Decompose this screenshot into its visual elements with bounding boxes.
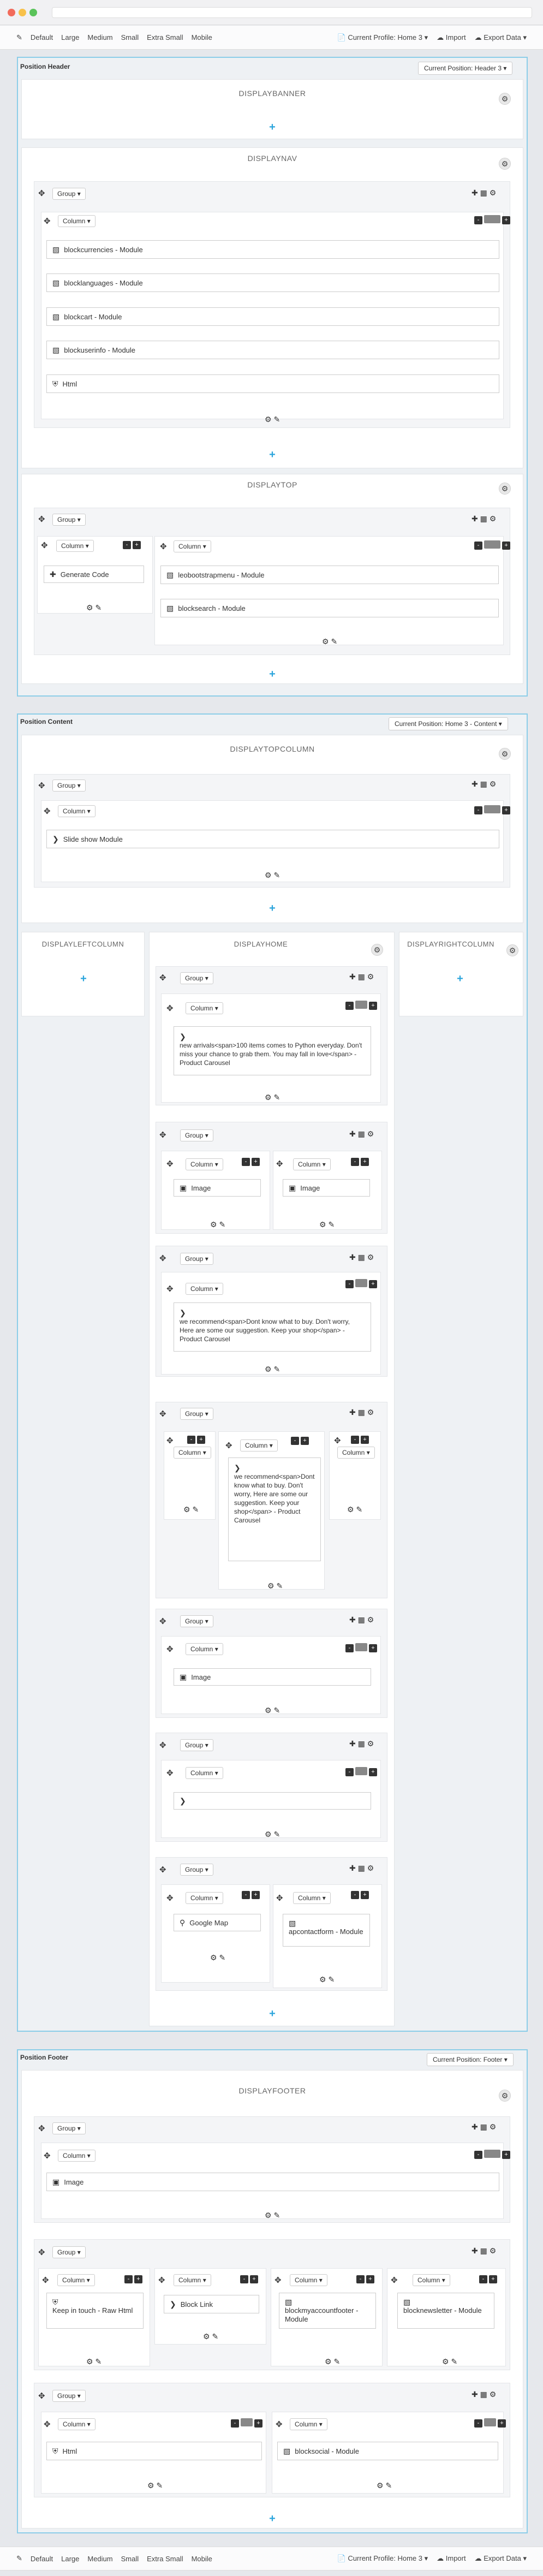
column-label: Column (178, 2276, 201, 2284)
column-actions[interactable]: ⚙ ✎ (442, 2357, 458, 2366)
module-label: Image (191, 1673, 211, 1681)
module-image[interactable] (174, 1668, 371, 1686)
move-icon[interactable]: ✥ (276, 1894, 283, 1903)
move-icon[interactable]: ✥ (159, 1617, 166, 1626)
hook-title: DISPLAYHOME (234, 940, 288, 948)
move-icon[interactable]: ✥ (166, 1894, 174, 1903)
group-label: Group (185, 1132, 204, 1139)
top-toolbar (0, 26, 543, 50)
move-icon[interactable]: ✥ (160, 542, 167, 551)
module-blockcurrencies[interactable] (46, 240, 499, 259)
module-label: we recommend<span>Dont know what to buy. Don't worry, Here are some our suggestion. Keep your shop</span> - Product Carousel (180, 1318, 350, 1343)
column-tools[interactable]: - + (349, 1890, 369, 1899)
module-blocksocial[interactable] (277, 2442, 498, 2460)
module-block-link[interactable] (164, 2295, 259, 2313)
add-group-plus-icon[interactable]: + (80, 973, 87, 985)
module-image[interactable] (46, 2173, 499, 2191)
import-button[interactable]: ☁ Import (437, 33, 466, 41)
close-dot-icon[interactable] (8, 9, 15, 16)
group-dropdown[interactable]: Group ▾ (52, 2246, 86, 2258)
device-extra-small[interactable]: Extra Small (147, 33, 183, 41)
column-actions[interactable]: ⚙ ✎ (319, 1975, 335, 1984)
column-tools[interactable]: - + (473, 540, 510, 550)
module-label: Html (62, 2447, 77, 2455)
module-apcontactform[interactable] (283, 1914, 370, 1947)
column-actions[interactable]: ⚙ ✎ (265, 871, 281, 879)
section-title: Position Footer (20, 2054, 68, 2061)
device-mobile[interactable]: Mobile (191, 2554, 212, 2563)
gear-icon[interactable]: ⚙ (371, 944, 383, 956)
column-dropdown[interactable]: Column ▾ (240, 1439, 278, 1451)
device-mobile[interactable]: Mobile (191, 33, 212, 41)
group-dropdown[interactable]: Group ▾ (52, 514, 86, 526)
column-tools[interactable]: - + (473, 215, 510, 224)
module-label: Block Link (180, 2300, 213, 2309)
column-label: Column (63, 2420, 86, 2428)
bottom-toolbar (0, 2547, 543, 2571)
add-group-plus-icon[interactable]: + (269, 2513, 276, 2525)
group-dropdown[interactable]: Group ▾ (180, 972, 213, 984)
group-tools[interactable]: ✚ ▦ ⚙ (349, 1408, 374, 1417)
module-icon: ▧ (403, 2298, 411, 2306)
module-blocknewsletter[interactable] (397, 2293, 494, 2329)
module-block-carousel[interactable] (174, 1792, 371, 1810)
html5-icon: ⛨ (52, 2298, 58, 2306)
group-tools[interactable]: ✚ ▦ ⚙ (349, 1739, 374, 1748)
import-label: Import (445, 33, 466, 41)
group-label: Group (57, 782, 76, 789)
group-dropdown[interactable]: Group ▾ (180, 1739, 213, 1751)
add-group-plus-icon[interactable]: + (457, 973, 463, 985)
hook-title: DISPLAYNAV (247, 154, 297, 163)
move-icon[interactable]: ✥ (44, 2420, 51, 2429)
gear-icon[interactable]: ⚙ (506, 944, 518, 956)
import-label: Import (445, 2554, 466, 2562)
module-label: blockuserinfo - Module (64, 346, 136, 354)
column-label: Column (63, 807, 86, 815)
browser-chrome (0, 0, 543, 25)
hook-title: DISPLAYBANNER (238, 89, 306, 98)
device-large[interactable]: Large (61, 2554, 80, 2563)
module-label: Slide show Module (63, 835, 123, 843)
device-small[interactable]: Small (121, 2554, 139, 2563)
device-small[interactable]: Small (121, 33, 139, 41)
column-actions[interactable]: ⚙ ✎ (265, 415, 281, 424)
column-dropdown[interactable]: Column ▾ (293, 1158, 331, 1170)
column-actions[interactable]: ⚙ ✎ (265, 2211, 281, 2220)
edit-icon[interactable]: ✎ (16, 2554, 22, 2562)
column-actions[interactable]: ⚙ ✎ (265, 1706, 281, 1715)
export-button[interactable]: ☁ Export Data ▾ (474, 2554, 527, 2562)
move-icon[interactable]: ✥ (166, 1284, 174, 1294)
html5-icon: ⛨ (52, 2446, 58, 2455)
column-actions[interactable]: ⚙ ✎ (86, 2357, 102, 2366)
column-label: Column (342, 1449, 365, 1456)
column-dropdown[interactable]: Column ▾ (56, 540, 94, 552)
module-image[interactable] (174, 1179, 261, 1197)
position-dropdown[interactable]: Current Position: Home 3 - Content ▾ (389, 717, 508, 730)
column-label: Column (295, 2420, 318, 2428)
module-label: blocksearch - Module (178, 604, 246, 612)
column-actions[interactable]: ⚙ ✎ (265, 1365, 281, 1373)
chevron-right-icon: ❯ (180, 1796, 186, 1805)
column-label: Column (62, 2276, 85, 2284)
move-icon[interactable]: ✥ (159, 1865, 166, 1875)
module-label: Generate Code (60, 570, 109, 579)
column-dropdown[interactable]: Column ▾ (186, 1158, 223, 1170)
move-icon[interactable]: ✥ (44, 2151, 51, 2161)
hook-title: DISPLAYFOOTER (238, 2086, 306, 2095)
column-tools[interactable]: - + (238, 2274, 258, 2283)
module-label: new arrivals<span>100 items comes to Python everyday. Don't miss your chance to grab them. You may fall in love</span> - Product Carousel (180, 1042, 362, 1067)
section-title: Position Content (20, 718, 73, 725)
group-tools[interactable]: ✚ ▦ ⚙ (349, 1253, 374, 1262)
gear-icon[interactable]: ⚙ (499, 483, 511, 495)
move-icon[interactable]: ✥ (38, 2248, 45, 2257)
hook-title: DISPLAYTOPCOLUMN (230, 745, 315, 753)
column-tools[interactable]: - + (478, 2274, 497, 2283)
module-leobootstrapmenu[interactable] (160, 566, 499, 584)
module-icon: ▧ (52, 312, 60, 321)
export-label: Export Data ▾ (484, 2554, 527, 2562)
column-tools[interactable]: - + (344, 1001, 377, 1010)
group-label: Group (57, 190, 76, 198)
module-google-map[interactable] (174, 1914, 261, 1931)
module-label: blockcurrencies - Module (64, 245, 143, 254)
column-label: Column (190, 1894, 213, 1902)
module-html[interactable] (46, 374, 499, 393)
module-product-carousel[interactable] (228, 1457, 321, 1561)
group-label: Group (185, 1741, 204, 1749)
move-icon[interactable]: ✥ (391, 2276, 398, 2285)
move-icon[interactable]: ✥ (42, 2276, 49, 2285)
hook-title: DISPLAYRIGHTCOLUMN (407, 940, 494, 948)
chevron-right-icon: ❯ (234, 1463, 241, 1472)
group-tools[interactable]: ✚ ▦ ⚙ (472, 2122, 497, 2131)
add-group-plus-icon[interactable]: + (269, 121, 276, 133)
move-icon[interactable]: ✥ (166, 1436, 174, 1445)
group-tools[interactable]: ✚ ▦ ⚙ (472, 2246, 497, 2255)
column-label: Column (61, 542, 84, 550)
gear-icon[interactable]: ⚙ (499, 2090, 511, 2102)
column-tools[interactable]: - + (289, 1436, 309, 1445)
module-generate-code[interactable] (44, 566, 144, 583)
module-slideshow[interactable] (46, 830, 499, 848)
column-label: Column (245, 1442, 268, 1449)
column-tools[interactable]: - + (121, 540, 141, 549)
column-dropdown[interactable]: Column ▾ (186, 1892, 223, 1904)
move-icon[interactable]: ✥ (159, 973, 166, 983)
move-icon[interactable]: ✥ (166, 1004, 174, 1013)
group-label: Group (185, 1866, 204, 1873)
device-default[interactable]: Default (30, 33, 53, 41)
module-label: Image (300, 1183, 320, 1192)
move-icon[interactable]: ✥ (166, 1645, 174, 1654)
module-label: leobootstrapmenu - Module (178, 570, 265, 579)
column-label: Column (190, 1769, 213, 1777)
group-tools[interactable]: ✚ ▦ ⚙ (349, 1129, 374, 1138)
module-image[interactable] (283, 1179, 370, 1197)
move-icon[interactable]: ✥ (38, 2124, 45, 2133)
module-label: Html (62, 379, 77, 388)
group-label: Group (57, 516, 76, 523)
device-extra-small[interactable]: Extra Small (147, 2554, 183, 2563)
html5-icon: ⛨ (52, 379, 58, 388)
group-tools[interactable]: ✚ ▦ ⚙ (349, 1615, 374, 1624)
group-tools[interactable]: ✚ ▦ ⚙ (472, 780, 497, 788)
position-dropdown[interactable]: Current Position: Header 3 ▾ (418, 62, 512, 75)
code-icon: ✚ (50, 569, 56, 579)
module-label: blockmyaccountfooter - Module (285, 2306, 359, 2323)
group-label: Group (185, 1617, 204, 1625)
column-label: Column (298, 1894, 321, 1902)
group-label: Group (57, 2125, 76, 2132)
column-dropdown[interactable]: Column ▾ (337, 1447, 375, 1459)
module-blocksearch[interactable] (160, 599, 499, 617)
column-dropdown[interactable]: Column ▾ (174, 1447, 211, 1459)
group-dropdown[interactable]: Group ▾ (52, 188, 86, 200)
column-tools[interactable]: - + (473, 2418, 506, 2428)
column-actions[interactable]: ⚙ ✎ (210, 1953, 226, 1962)
column-dropdown[interactable]: Column ▾ (57, 2274, 95, 2286)
column-label: Column (190, 1645, 213, 1653)
add-group-plus-icon[interactable]: + (269, 668, 276, 680)
module-label: Image (64, 2178, 84, 2186)
module-product-carousel[interactable] (174, 1302, 371, 1352)
column-dropdown[interactable]: Column ▾ (174, 2274, 211, 2286)
module-blockcart[interactable] (46, 307, 499, 326)
group-label: Group (57, 2392, 76, 2400)
hook-title: DISPLAYLEFTCOLUMN (41, 940, 124, 948)
module-icon: ▧ (283, 2446, 291, 2455)
column-dropdown[interactable]: Column ▾ (293, 1892, 331, 1904)
add-group-plus-icon[interactable]: + (269, 449, 276, 461)
chevron-right-icon: ❯ (170, 2299, 176, 2309)
column-tools[interactable]: - + (473, 805, 510, 814)
column-tools[interactable]: - + (229, 2418, 262, 2428)
current-profile-label: Current Profile: Home 3 ▾ (348, 2554, 428, 2562)
chevron-right-icon: ❯ (180, 1308, 186, 1317)
column-tools[interactable]: - + (473, 2150, 510, 2159)
image-icon: ▣ (52, 2177, 60, 2186)
move-icon[interactable]: ✥ (159, 1131, 166, 1140)
column-label: Column (190, 1285, 213, 1293)
module-label: Image (191, 1183, 211, 1192)
minimize-dot-icon[interactable] (19, 9, 26, 16)
column-label: Column (63, 217, 86, 225)
move-icon[interactable]: ✥ (44, 807, 51, 816)
column-tools[interactable]: - + (240, 1890, 260, 1899)
column-tools[interactable]: - + (344, 1643, 377, 1652)
module-blockuserinfo[interactable] (46, 341, 499, 359)
group-tools[interactable]: ✚ ▦ ⚙ (349, 972, 374, 981)
move-icon[interactable]: ✥ (275, 2276, 282, 2285)
module-label: Google Map (189, 1918, 229, 1927)
section-title: Position Header (20, 63, 70, 70)
move-icon[interactable]: ✥ (159, 1409, 166, 1419)
column-tools[interactable]: - + (344, 1767, 377, 1776)
move-icon[interactable]: ✥ (44, 217, 51, 226)
column-actions[interactable]: ⚙ ✎ (265, 1093, 281, 1102)
module-label: blocklanguages - Module (64, 278, 143, 287)
module-icon: ▧ (166, 603, 174, 612)
module-blocklanguages[interactable] (46, 273, 499, 292)
column-actions[interactable]: ⚙ ✎ (319, 1220, 335, 1229)
column-tools[interactable]: - + (240, 1157, 260, 1166)
group-dropdown[interactable]: Group ▾ (52, 2122, 86, 2134)
module-icon: ▧ (52, 345, 60, 354)
column-dropdown[interactable]: Column ▾ (186, 1767, 223, 1779)
chevron-right-icon: ❯ (180, 1032, 186, 1041)
move-icon[interactable]: ✥ (158, 2276, 165, 2285)
move-icon[interactable]: ✥ (166, 1159, 174, 1169)
export-label: Export Data ▾ (484, 33, 527, 41)
move-icon[interactable]: ✥ (225, 1441, 232, 1450)
move-icon[interactable]: ✥ (276, 1159, 283, 1169)
column-tools[interactable]: - + (186, 1435, 205, 1444)
module-raw-html[interactable] (46, 2293, 144, 2329)
group-dropdown[interactable]: Group ▾ (180, 1408, 213, 1420)
add-group-plus-icon[interactable]: + (269, 2008, 276, 2020)
column-dropdown[interactable]: Column ▾ (290, 2418, 327, 2430)
image-icon: ▣ (180, 1672, 187, 1681)
maximize-dot-icon[interactable] (29, 9, 37, 16)
column-label: Column (178, 543, 201, 550)
move-icon[interactable]: ✥ (159, 1254, 166, 1263)
current-profile-label: Current Profile: Home 3 ▾ (348, 33, 428, 41)
column-actions[interactable]: ⚙ ✎ (267, 1581, 283, 1590)
column-tools[interactable]: - + (355, 2274, 374, 2283)
column-actions[interactable]: ⚙ ✎ (265, 1830, 281, 1839)
move-icon[interactable]: ✥ (38, 515, 45, 524)
column-tools[interactable]: - + (123, 2274, 142, 2283)
column-dropdown[interactable]: Column ▾ (290, 2274, 327, 2286)
move-icon[interactable]: ✥ (334, 1436, 341, 1445)
group-tools[interactable]: ✚ ▦ ⚙ (472, 188, 497, 197)
column-tools[interactable]: - + (349, 1435, 369, 1444)
map-marker-icon: ⚲ (180, 1918, 186, 1927)
column-actions[interactable]: ⚙ ✎ (86, 603, 102, 612)
gear-icon[interactable]: ⚙ (499, 748, 511, 760)
column-dropdown[interactable]: Column ▾ (186, 1643, 223, 1655)
group-dropdown[interactable]: Group ▾ (180, 1864, 213, 1876)
module-label: blockcart - Module (64, 312, 122, 321)
current-profile-button[interactable]: 📄 Current Profile: Home 3 ▾ (337, 2554, 428, 2562)
column-label: Column (178, 1449, 201, 1456)
module-blockmyaccountfooter[interactable] (279, 2293, 376, 2329)
column-actions[interactable]: ⚙ ✎ (325, 2357, 341, 2366)
group-tools[interactable]: ✚ ▦ ⚙ (472, 2390, 497, 2399)
column-actions[interactable]: ⚙ ✎ (147, 2481, 163, 2490)
group-dropdown[interactable]: Group ▾ (52, 2390, 86, 2402)
column-dropdown[interactable]: Column ▾ (58, 215, 96, 227)
column-dropdown[interactable]: Column ▾ (58, 2150, 96, 2162)
module-icon: ▧ (166, 570, 174, 579)
group-dropdown[interactable]: Group ▾ (180, 1615, 213, 1627)
gear-icon[interactable]: ⚙ (499, 93, 511, 105)
move-icon[interactable]: ✥ (166, 1769, 174, 1778)
group-tools[interactable]: ✚ ▦ ⚙ (472, 514, 497, 523)
group-label: Group (185, 1410, 204, 1418)
move-icon[interactable]: ✥ (159, 1741, 166, 1750)
device-large[interactable]: Large (61, 33, 80, 41)
module-product-carousel[interactable] (174, 1026, 371, 1075)
group-label: Group (185, 1255, 204, 1263)
column-actions[interactable]: ⚙ ✎ (210, 1220, 226, 1229)
import-button[interactable]: ☁ Import (437, 2554, 466, 2562)
column-actions[interactable]: ⚙ ✎ (322, 637, 338, 646)
module-icon: ▧ (285, 2298, 293, 2306)
column-tools[interactable]: - + (349, 1157, 369, 1166)
column-label: Column (190, 1004, 213, 1012)
move-icon[interactable]: ✥ (38, 189, 45, 198)
group-label: Group (185, 974, 204, 982)
column-label: Column (63, 2152, 86, 2159)
module-icon: ▧ (52, 245, 60, 254)
chevron-right-icon: ❯ (52, 834, 59, 843)
column-label: Column (298, 1161, 321, 1168)
module-label: blocknewsletter - Module (403, 2306, 482, 2315)
position-dropdown[interactable]: Current Position: Footer ▾ (427, 2053, 514, 2066)
group-tools[interactable]: ✚ ▦ ⚙ (349, 1864, 374, 1872)
group-dropdown[interactable]: Group ▾ (180, 1129, 213, 1141)
module-icon: ▧ (52, 278, 60, 287)
edit-icon[interactable]: ✎ (16, 33, 22, 41)
column-actions[interactable]: ⚙ ✎ (377, 2481, 392, 2490)
column-dropdown[interactable]: Column ▾ (186, 1283, 223, 1295)
add-group-plus-icon[interactable]: + (269, 902, 276, 914)
group-dropdown[interactable]: Group ▾ (180, 1253, 213, 1265)
group-label: Group (57, 2248, 76, 2256)
column-dropdown[interactable]: Column ▾ (413, 2274, 450, 2286)
column-dropdown[interactable]: Column ▾ (186, 1002, 223, 1014)
column-actions[interactable]: ⚙ ✎ (203, 2332, 219, 2341)
move-icon[interactable]: ✥ (38, 781, 45, 790)
hook-title: DISPLAYTOP (247, 480, 297, 489)
column-dropdown[interactable]: Column ▾ (58, 2418, 96, 2430)
move-icon[interactable]: ✥ (276, 2420, 283, 2429)
image-icon: ▣ (180, 1183, 187, 1192)
module-icon: ▧ (289, 1919, 296, 1927)
device-medium[interactable]: Medium (87, 33, 113, 41)
column-label: Column (190, 1161, 213, 1168)
module-label: blocksocial - Module (295, 2447, 360, 2455)
device-default[interactable]: Default (30, 2554, 53, 2563)
move-icon[interactable]: ✥ (38, 2391, 45, 2401)
column-label: Column (295, 2276, 318, 2284)
export-button[interactable]: ☁ Export Data ▾ (474, 33, 527, 41)
address-bar[interactable] (52, 7, 532, 18)
column-dropdown[interactable]: Column ▾ (174, 540, 211, 552)
column (154, 536, 504, 645)
group-dropdown[interactable]: Group ▾ (52, 780, 86, 792)
column-label: Column (417, 2276, 440, 2284)
image-icon: ▣ (289, 1183, 296, 1192)
module-label: apcontactform - Module (289, 1927, 363, 1936)
module-label: Keep in touch - Raw Html (52, 2306, 133, 2315)
gear-icon[interactable]: ⚙ (499, 158, 511, 170)
current-profile-button[interactable]: 📄 Current Profile: Home 3 ▾ (337, 33, 428, 41)
module-label: we recommend<span>Dont know what to buy. Don't worry, Here are some our suggestion. Keep your shop</span> - Product Carousel (234, 1473, 315, 1524)
column-actions[interactable]: ⚙ ✎ (347, 1505, 363, 1514)
module-html[interactable] (46, 2442, 262, 2460)
column-tools[interactable]: - + (344, 1279, 377, 1288)
column-dropdown[interactable]: Column ▾ (58, 805, 96, 817)
device-medium[interactable]: Medium (87, 2554, 113, 2563)
move-icon[interactable]: ✥ (41, 541, 48, 550)
column-actions[interactable]: ⚙ ✎ (183, 1505, 199, 1514)
